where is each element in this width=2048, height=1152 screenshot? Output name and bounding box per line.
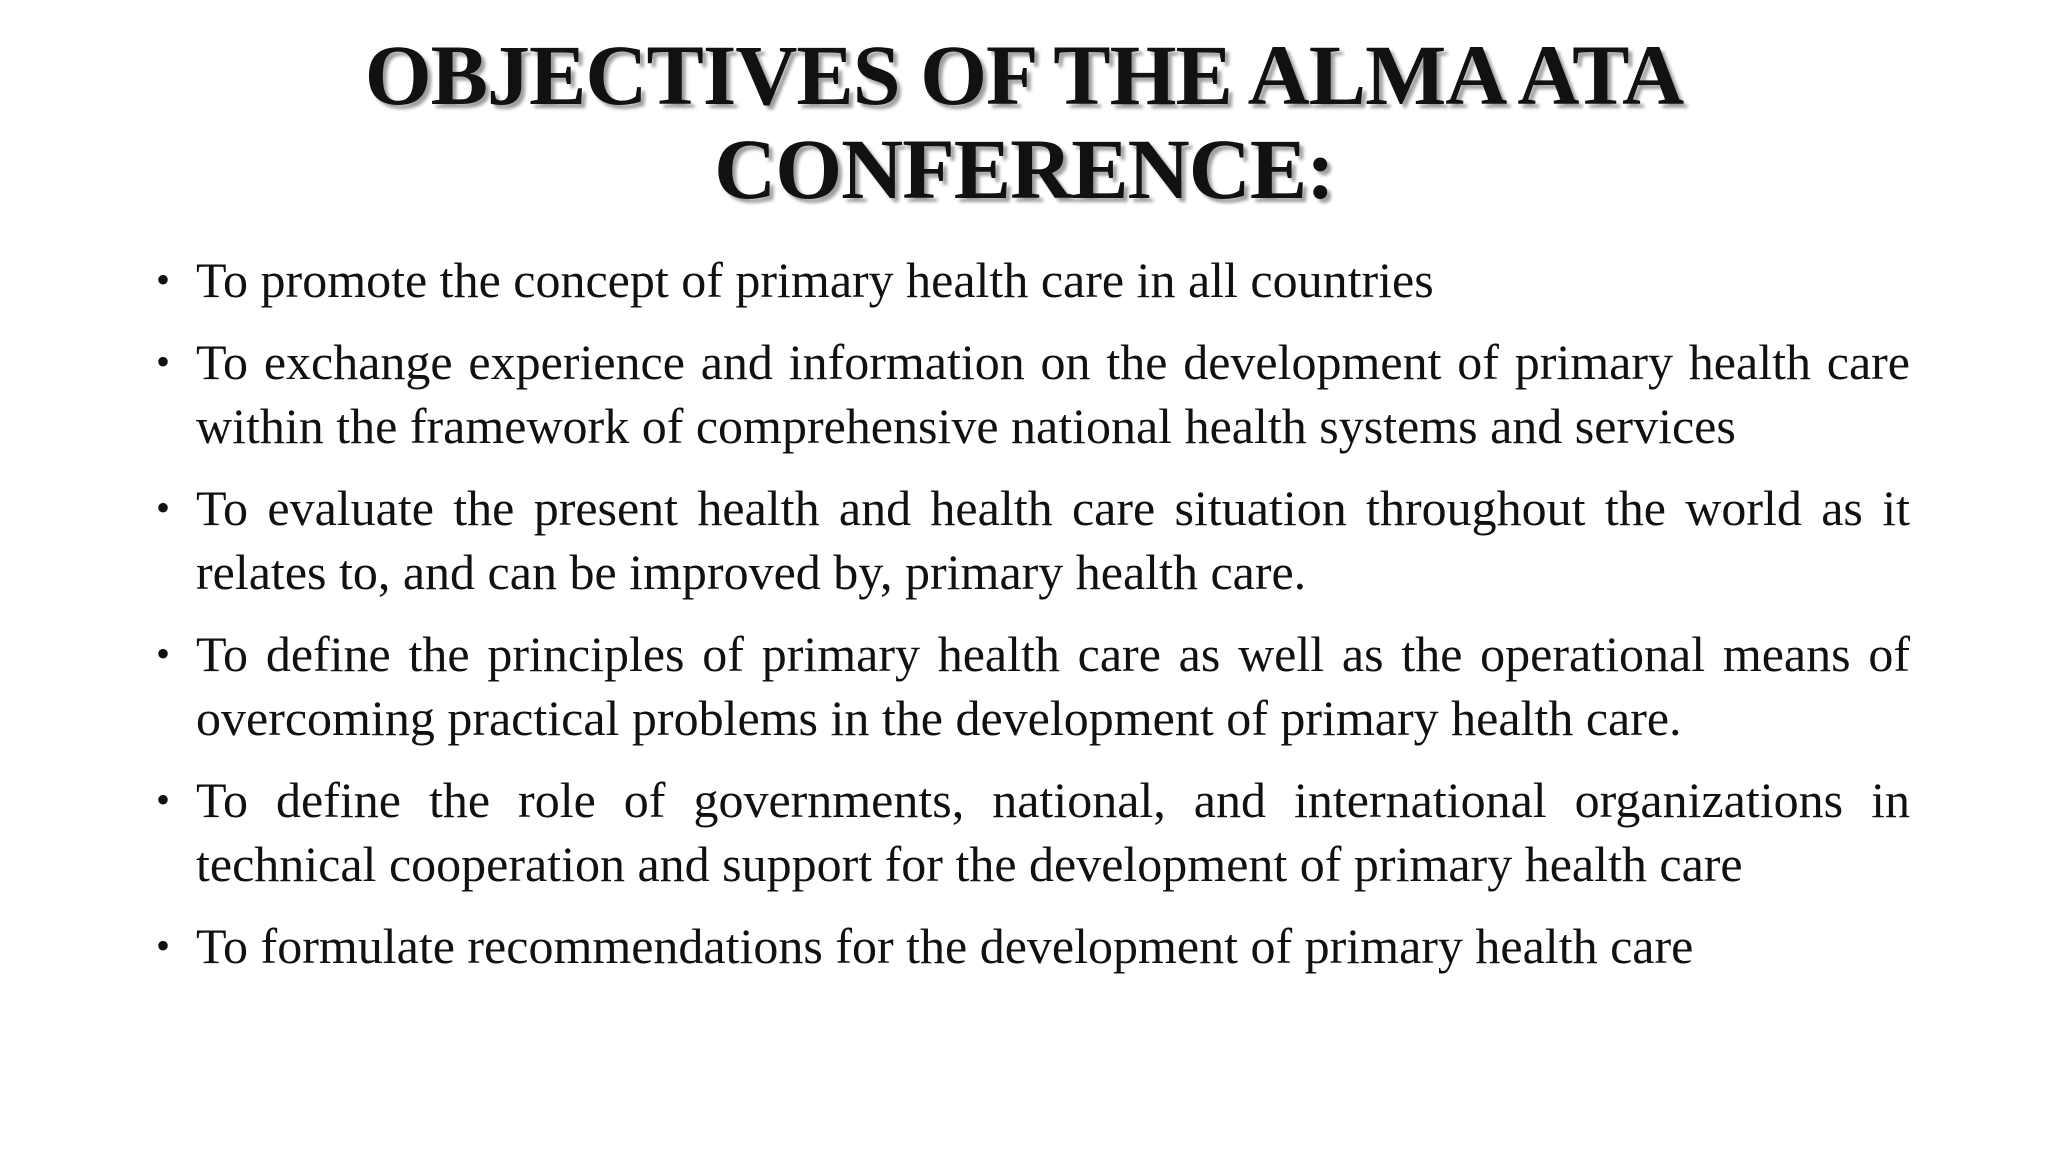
slide-title-line-2: CONFERENCE: [714,121,1334,217]
list-item [150,330,1910,458]
list-item [150,248,1910,312]
list-item-text: To evaluate the present health and health care situation throughout the world as it relates to, and can be improved by, primary health care. [196,480,1910,600]
slide-title-line-1: OBJECTIVES OF THE ALMA ATA [364,27,1684,123]
list-item [150,768,1910,896]
bullet-glyph: • [156,339,171,384]
list-item-text: To exchange experience and information on the development of primary health care within the framework of comprehensive national health systems and services [196,334,1910,454]
bullet-glyph: • [156,631,171,676]
bullet-glyph: • [156,777,171,822]
list-item-text: To promote the concept of primary health care in all countries [196,252,1434,308]
slide-title [200,28,1848,216]
bullet-glyph: • [156,485,171,530]
bullet-glyph: • [156,923,171,968]
list-item [150,914,1910,978]
list-item [150,622,1910,750]
list-item-text: To define the principles of primary health care as well as the operational means of overcoming practical problems in the development of primary health care. [196,626,1910,746]
list-item-text: To define the role of governments, national, and international organizations in technical cooperation and support for the development of primary health care [196,772,1910,892]
list-item-text: To formulate recommendations for the development of primary health care [196,918,1694,974]
bullet-glyph: • [156,257,171,302]
list-item [150,476,1910,604]
objectives-list [150,248,1910,996]
